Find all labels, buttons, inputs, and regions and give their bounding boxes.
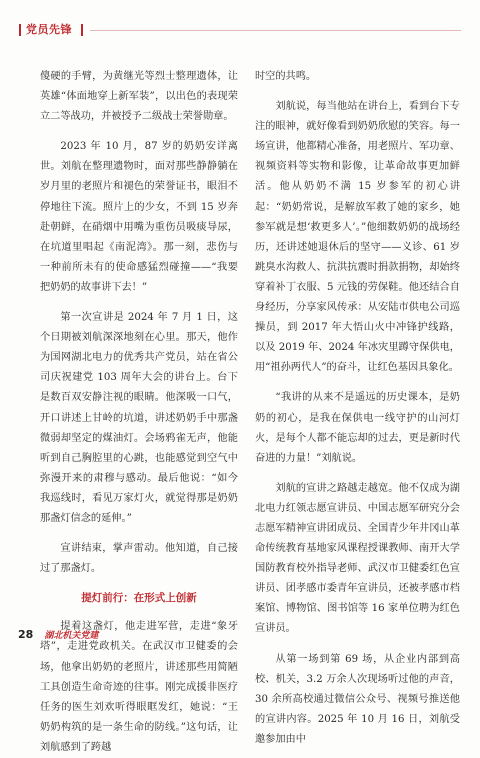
right-column <box>255 67 460 750</box>
page-header <box>0 0 480 60</box>
page-footer <box>18 623 98 639</box>
paragraph: 宣讲结束，掌声雷动。他知道，自己接过了那盏灯。 <box>40 543 238 575</box>
page-number: 28 <box>18 628 34 641</box>
paragraph: 提着这盏灯，他走进军营，走进“象牙塔”，走进党政机关。在武汉市卫健委的会场，他拿出奶奶的老照片，讲述那些用简陋工具创造生命奇迹的往事。刚完成援非医疗任务的医生刘欢听得眼眶发红，她说：“王奶奶构筑的是一条生命的防线。”这句话，让刘航感到了跨越 <box>40 621 238 753</box>
left-column <box>40 67 238 758</box>
header-marker-tail <box>81 24 83 36</box>
paragraph: 刘航的宣讲之路越走越宽。他不仅成为湖北电力红领志愿宣讲员、中国志愿军研究分会志愿军精神宣讲团成员、全国青少年井冈山革命传统教育基地家风课程授课教师、南开大学国防教育校外指导老师、武汉市卫健委红色宣讲员、团孝感市委青年宣讲员，还被孝感市档案馆、博物馆、图书馆等 16 家单位聘为红色宣讲员。 <box>255 482 460 635</box>
paragraph: “我讲的从来不是遥远的历史课本，是奶奶的初心，是我在保供电一线守护的山河灯火，是每个人都不能忘却的过去，更是新时代奋进的力量！”刘航说。 <box>255 392 460 464</box>
paragraph: 刘航说，每当他站在讲台上，看到台下专注的眼神，就好像看到奶奶欣慰的笑容。每一场宣讲，他都精心准备，用老照片、军功章、视频资料等实物和影像，让革命故事更加鲜活。他从奶奶不满 15 岁参军的初心讲起：“奶奶常说，是解放军救了她的家乡，她参军就是想‘救更多人’。”他细数奶奶的战场经历，还讲述她退休后的坚守——义诊、61 岁跳臭水沟救人、抗洪抗震时捐款捐物，却始终穿着补丁衣服、5 元钱的劳保鞋。他还结合自身经历，分享家风传承：从安陆市供电公司巡操员，到 2017 年大悟山火中冲锋护线路，以及 2019 年、2024 年冰灾里蹲守保供电，用“祖孙两代人”的奋斗，让红色基因具象化。 <box>255 101 460 374</box>
section-title: 党员先锋 <box>26 23 72 36</box>
paragraph: 从第一场到第 69 场，从企业内部到高校、机关，3.2 万余人次现场听过他的声音，30 余所高校通过微信公众号、视频号推送他的宣讲内容。2025 年 10 月 16 日，刘航受邀参加由中 <box>255 653 460 745</box>
header-rule <box>90 30 461 31</box>
magazine-name: 湖北机关党建 <box>44 631 99 641</box>
subheading: 提灯前行：在形式上创新 <box>81 592 197 605</box>
paragraph: 时空的共鸣。 <box>255 71 317 82</box>
paragraph: 第一次宣讲是 2024 年 7 月 1 日，这个日期被刘航深深地刻在心里。那天，他作为国网湖北电力的优秀共产党员，站在省公司庆祝建党 103 周年大会的讲台上。台下是数百双安静注视的眼睛。他深吸一口气，开口讲述上甘岭的坑道，讲述奶奶手中那盏微弱却坚定的煤油灯。会场鸦雀无声，他能听到自己胸腔里的心跳，也能感觉到空气中弥漫开来的肃穆与感动。最后他说：“如今我巡线时，看见万家灯火，就觉得那是奶奶那盏灯信念的延伸。” <box>40 312 238 524</box>
paragraph: 傻硬的手臂，为黄继光等烈士整理遗体，让英雄“体面地穿上新军装”，以出色的表现荣立二等战功，并被授予二级战士荣誉勋章。 <box>40 71 238 123</box>
paragraph: 2023 年 10 月，87 岁的奶奶安详离世。刘航在整理遗物时，面对那些静静躺在岁月里的老照片和褪色的荣誉证书，眼泪不停地往下流。照片上的少女，不到 15 岁奔赴朝鲜，在硝烟中用嘴为重伤员吸痰导尿，在坑道里唱起《南泥湾》。那一刻，悲伤与一种前所未有的使命感猛烈碰撞——“我要把奶奶的故事讲下去！” <box>40 141 238 293</box>
header-marker <box>19 24 21 36</box>
